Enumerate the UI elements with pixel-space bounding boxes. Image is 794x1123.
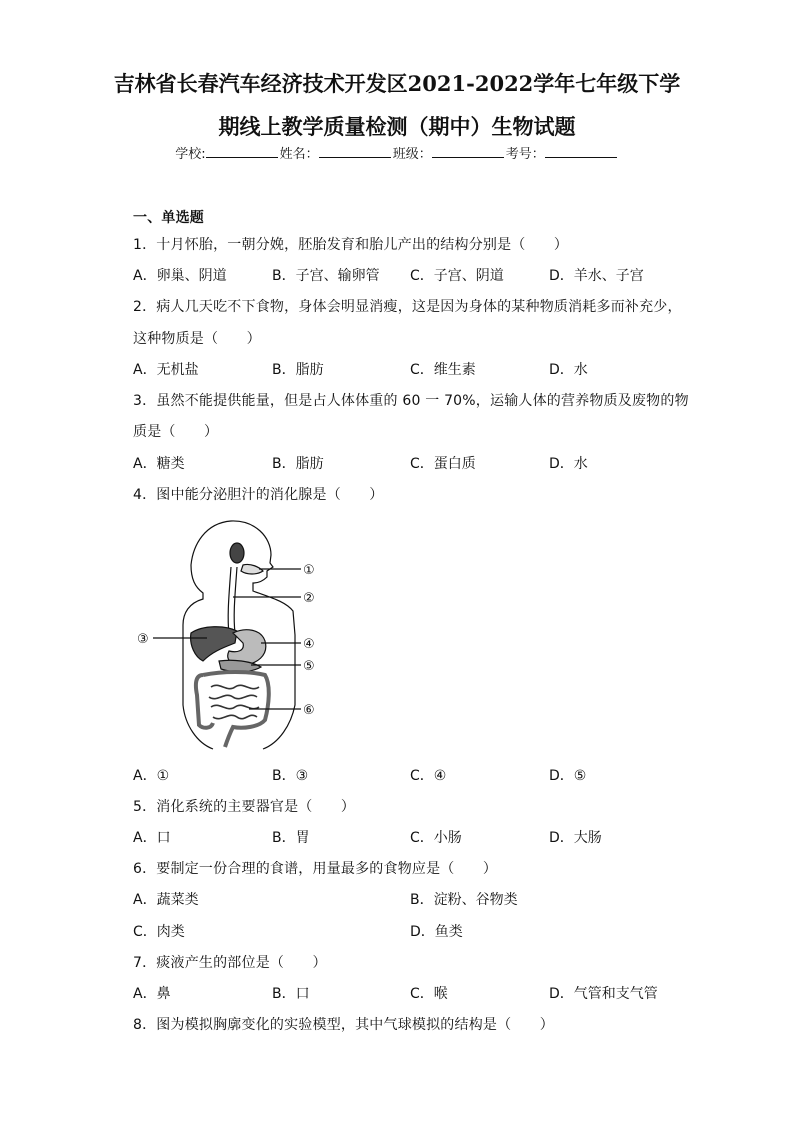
q5-option-a: A．口 (133, 830, 171, 846)
esophagus (228, 567, 237, 635)
exam-no-label: 考号： (505, 147, 545, 162)
question-3-stem: 3．虽然不能提供能量，但是占人体体重的 60 一 70%，运输人体的营养物质及废物的物 (133, 393, 689, 409)
name-blank (319, 145, 391, 158)
q2-option-b: B．脂肪 (272, 362, 324, 378)
q2-option-c: C．维生素 (410, 362, 476, 378)
q1-option-b: B．子宫、输卵管 (272, 268, 380, 284)
q6-option-d: D．鱼类 (410, 924, 463, 940)
q2-option-d: D．水 (549, 362, 588, 378)
q4-option-d: D．⑤ (549, 768, 587, 784)
student-info-row (0, 143, 794, 162)
q5-option-b: B．胃 (272, 830, 310, 846)
diagram-label-3: ③ (137, 632, 149, 647)
q4-option-a: A．① (133, 768, 170, 784)
digestive-system-diagram (133, 515, 333, 750)
q7-option-b: B．口 (272, 986, 310, 1002)
diagram-label-1: ① (303, 563, 315, 578)
q3-option-a: A．糖类 (133, 456, 185, 472)
q3-option-b: B．脂肪 (272, 456, 324, 472)
diagram-label-4: ④ (303, 637, 315, 652)
question-2-stem: 2．病人几天吃不下食物，身体会明显消瘦，这是因为身体的某种物质消耗多而补充少， (133, 299, 682, 315)
exam-title-line2: 期线上教学质量检测（期中）生物试题 (218, 114, 576, 139)
question-6-stem: 6．要制定一份合理的食谱，用量最多的食物应是（ ） (133, 861, 498, 877)
section-heading: 一、单选题 (133, 210, 204, 226)
question-7-stem: 7．痰液产生的部位是（ ） (133, 955, 327, 971)
q1-option-c: C．子宫、阴道 (410, 268, 504, 284)
question-1-stem: 1．十月怀胎，一朝分娩，胚胎发育和胎儿产出的结构分别是（ ） (133, 237, 569, 253)
diagram-label-5: ⑤ (303, 659, 315, 674)
q4-option-c: C．④ (410, 768, 447, 784)
q6-option-b: B．淀粉、谷物类 (410, 892, 518, 908)
question-3-stem-cont: 质是（ ） (133, 424, 219, 440)
q6-option-a: A．蔬菜类 (133, 892, 199, 908)
class-blank (432, 145, 504, 158)
q7-option-a: A．鼻 (133, 986, 171, 1002)
q2-option-a: A．无机盐 (133, 362, 199, 378)
school-label: 学校: (175, 147, 206, 162)
diagram-label-6: ⑥ (303, 703, 315, 718)
q5-option-c: C．小肠 (410, 830, 462, 846)
q6-option-c: C．肉类 (133, 924, 185, 940)
q1-option-d: D．羊水、子宫 (549, 268, 644, 284)
q3-option-c: C．蛋白质 (410, 456, 476, 472)
class-label: 班级： (392, 147, 432, 162)
exam-title-line1: 吉林省长春汽车经济技术开发区2021-2022学年七年级下学 (113, 71, 681, 96)
name-label: 姓名： (279, 147, 319, 162)
q1-option-a: A．卵巢、阴道 (133, 268, 227, 284)
q7-option-c: C．喉 (410, 986, 448, 1002)
question-4-stem: 4．图中能分泌胆汁的消化腺是（ ） (133, 487, 384, 503)
small-intestine (209, 685, 259, 718)
q5-option-d: D．大肠 (549, 830, 602, 846)
question-2-stem-cont: 这种物质是（ ） (133, 331, 261, 347)
q3-option-d: D．水 (549, 456, 588, 472)
q4-option-b: B．③ (272, 768, 309, 784)
school-blank (206, 145, 278, 158)
digestive-system-svg (133, 515, 333, 750)
question-5-stem: 5．消化系统的主要器官是（ ） (133, 799, 356, 815)
diagram-label-2: ② (303, 591, 315, 606)
q7-option-d: D．气管和支气管 (549, 986, 658, 1002)
question-8-stem: 8．图为模拟胸廓变化的实验模型，其中气球模拟的结构是（ ） (133, 1017, 554, 1033)
exam-no-blank (545, 145, 617, 158)
salivary-gland (230, 543, 244, 563)
